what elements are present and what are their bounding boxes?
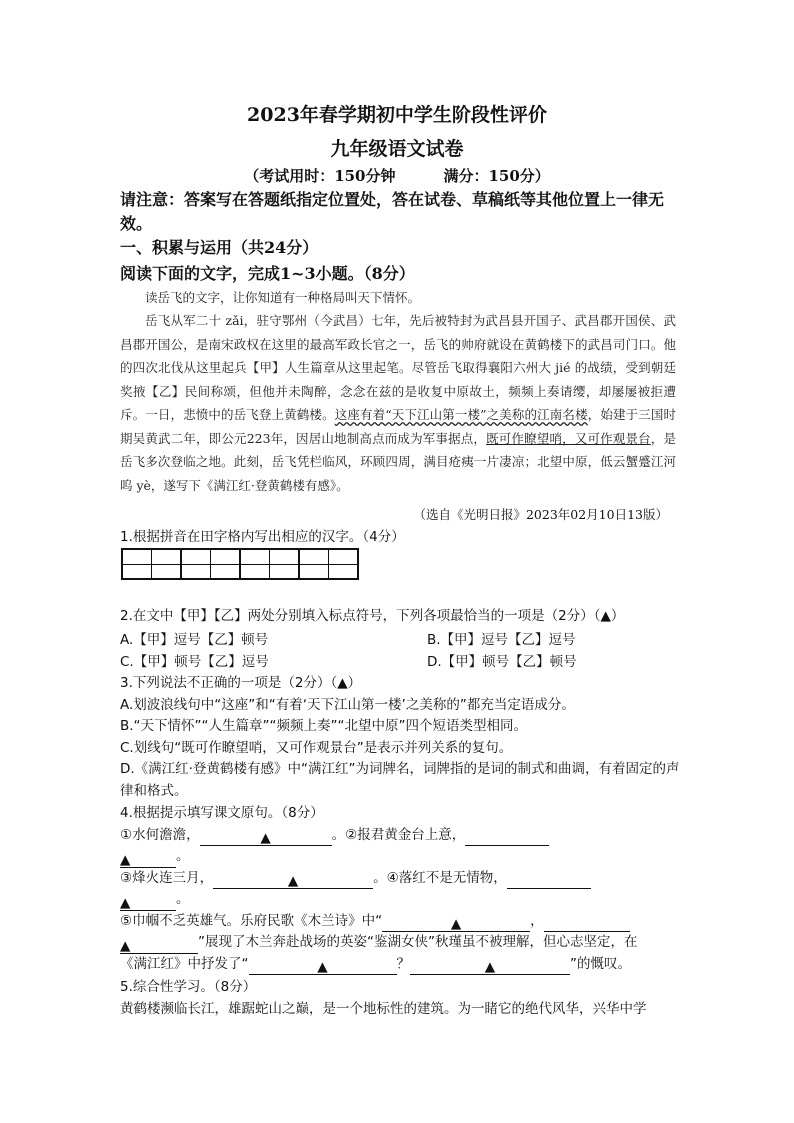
grid-box[interactable] (180, 548, 239, 580)
notice: 请注意：答案写在答题纸指定位置处，答在试卷、草稿纸等其他位置上一律无效。 (120, 190, 665, 233)
q3-option-c[interactable]: C.划线句“既可作瞭望哨，又可作观景台”是表示并列关系的复句。 (120, 739, 513, 756)
reading-instruction: 阅读下面的文字，完成1~3小题。（8分） (120, 264, 415, 283)
exam-title: 2023年春学期初中学生阶段性评价 (247, 104, 547, 126)
answer-blank[interactable]: ▲ (410, 957, 570, 975)
q4-line-1: ①水何澹澹， ▲ 。②报君黄金台上意， (120, 825, 680, 847)
answer-blank[interactable]: ▲ (120, 850, 176, 868)
exam-score: 满分：150分） (443, 167, 550, 185)
q4-line-7: 《满江红》中抒发了“ ▲ ？ ▲ ”的慨叹。 (120, 955, 631, 975)
grid-box[interactable] (239, 548, 298, 580)
question-3-stem: 3.下列说法不正确的一项是（2分）（▲） (120, 675, 362, 691)
exam-info (0, 165, 794, 186)
answer-blank[interactable]: ▲ (249, 957, 397, 975)
q3-option-b[interactable]: B.“天下情怀”“人生篇章”“频频上奏”“北望中原”四个短语类型相同。 (120, 718, 528, 734)
answer-blank[interactable]: ▲ (120, 893, 176, 911)
question-3 (120, 673, 680, 802)
answer-blank[interactable] (465, 828, 549, 846)
character-grid (121, 548, 359, 580)
passage-text-3: ，是岳飞多次登临之地。此刻，岳飞凭栏临风，环顾四周，满目疮痍一片凄凉；北望中原，低云蟹蹙江河呜 yè，遂写下《满江红·登黄鹤楼有感》。 (120, 430, 676, 493)
question-5-body: 黄鹤楼濒临长江，雄踞蛇山之巅，是一个地标性的建筑。为一睹它的绝代风华，兴华中学 (120, 1000, 647, 1017)
q4-line-2: ▲ 。 (120, 848, 190, 868)
answer-blank[interactable]: ▲ (200, 828, 332, 846)
section-heading: 一、积累与运用（共24分） (120, 238, 319, 257)
q4-line-5: ⑤巾帼不乏英雄气。乐府民歌《木兰诗》中“ ▲ ， (120, 911, 680, 933)
q4-line-4: ▲ 。 (120, 891, 190, 911)
answer-blank[interactable]: ▲ (382, 914, 530, 932)
exam-time: （考试用时：150分钟 (244, 167, 396, 185)
passage-body (120, 309, 676, 497)
q4-line-6: ▲ ”展现了木兰奔赴战场的英姿“鉴湖女侠”秋瑾虽不被理解，但心志坚定，在 (120, 934, 638, 954)
question-5 (120, 977, 680, 1020)
question-4-stem: 4.根据提示填写课文原句。（8分） (120, 805, 324, 821)
underlined-sentence: 既可作瞭望哨，又可作观景台 (486, 430, 651, 446)
answer-blank[interactable]: ▲ (120, 936, 198, 954)
passage-text-2: ，始建于三国时期吴黄武二年，即公元223年，因居山地制高点而成为军事据点， (120, 407, 676, 446)
answer-blank[interactable] (507, 871, 591, 889)
q2-option-a[interactable]: A.【甲】逗号【乙】顿号 (120, 632, 269, 648)
answer-blank[interactable] (544, 914, 630, 932)
question-2: 2.在文中【甲】【乙】两处分别填入标点符号，下列各项最恰当的一项是（2分）（▲） (120, 608, 625, 624)
passage-source: （选自《光明日报》2023年02月10日13版） (413, 507, 668, 522)
question-4 (120, 803, 680, 975)
answer-blank[interactable]: ▲ (213, 871, 373, 889)
q2-option-b[interactable]: B.【甲】逗号【乙】逗号 (427, 632, 576, 648)
exam-subtitle: 九年级语文试卷 (330, 138, 464, 160)
passage-text-1: 岳飞从军二十 zǎi，驻守鄂州（今武昌）七年，先后被特封为武昌县开国子、武昌郡开国侯、武昌郡开国公，是南宋政权在这里的最高军政长官之一，岳飞的帅府就设在黄鹤楼下的武昌司门口。他的四次北伐从这里起兵【甲】人生篇章从这里起笔。尽管岳飞取得襄阳六州大 jié 的战绩，受到朝廷奖掖【乙】民间称颂，但他并未陶醉，念念在兹的是收复中原故土，频频上奏请缨，却屡屡被拒遭斥。一日，悲愤中的岳飞登上黄鹤楼。 (120, 313, 676, 422)
question-5-stem: 5.综合性学习。（8分） (120, 979, 257, 995)
q3-option-a[interactable]: A.划波浪线句中“这座”和“有着‘天下江山第一楼’之美称的”都充当定语成分。 (120, 696, 575, 713)
question-1: 1.根据拼音在田字格内写出相应的汉字。（4分） (120, 529, 405, 545)
q2-option-d[interactable]: D.【甲】顿号【乙】顿号 (427, 654, 577, 670)
grid-box[interactable] (298, 548, 359, 580)
wavy-underlined-sentence: 这座有着“天下江山第一楼”之美称的江南名楼 (334, 407, 588, 422)
grid-box[interactable] (121, 548, 180, 580)
q3-option-d[interactable]: D.《满江红·登黄鹤楼有感》中“满江红”为词牌名，词牌指的是词的制式和曲调，有着固定的声律和格式。 (120, 761, 680, 799)
q4-line-3: ③烽火连三月， ▲ 。④落红不是无情物， (120, 868, 680, 890)
passage-intro: 读岳飞的文字，让你知道有一种格局叫天下情怀。 (145, 290, 421, 305)
q2-option-c[interactable]: C.【甲】顿号【乙】逗号 (120, 654, 269, 670)
